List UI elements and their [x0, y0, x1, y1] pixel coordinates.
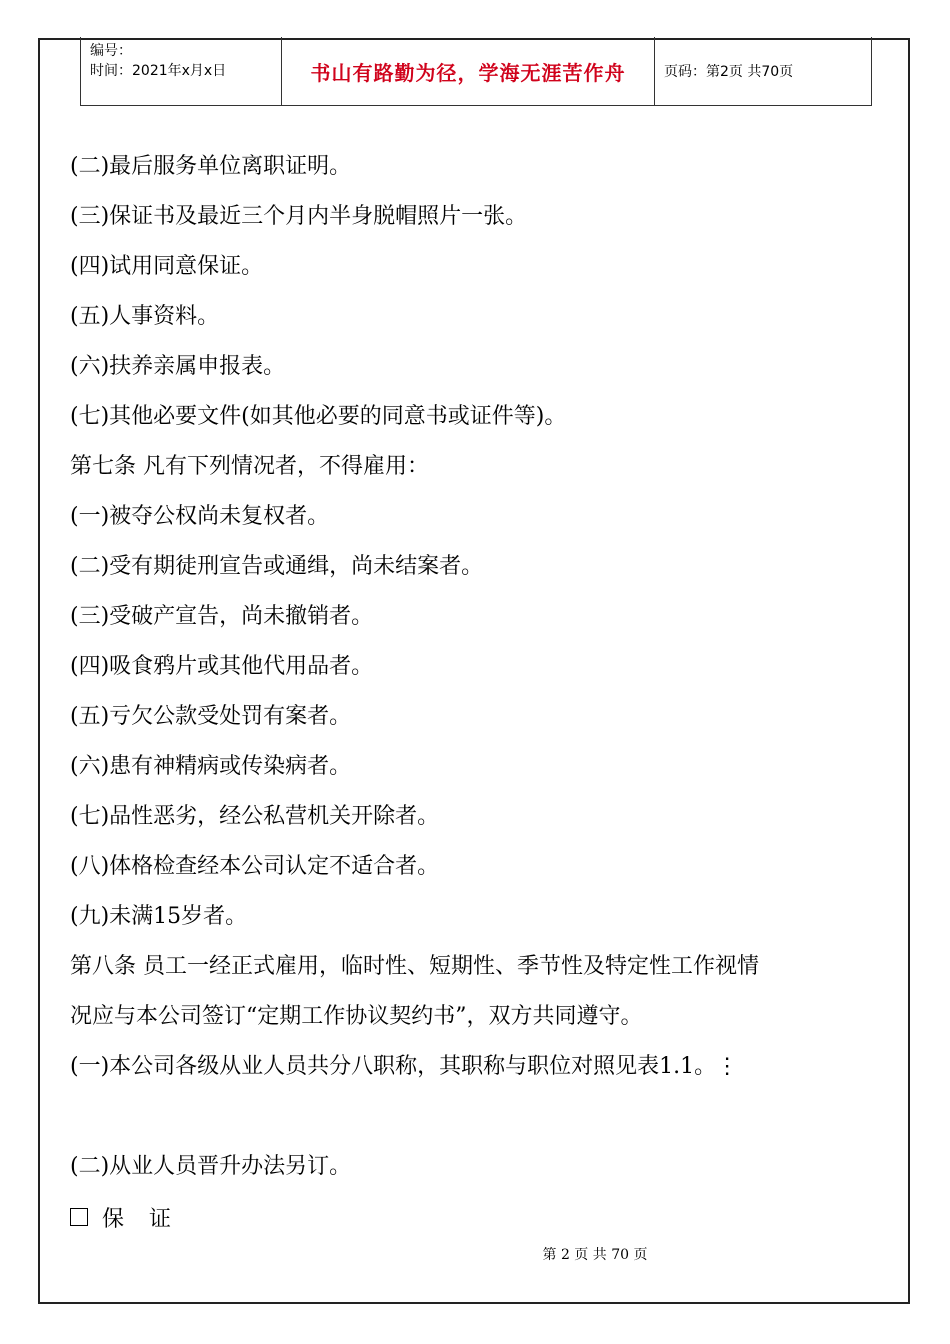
section-heading-row	[70, 1192, 890, 1242]
text-line: (五)亏欠公款受处罚有案者。	[70, 704, 352, 729]
text-line: (三)受破产宣告，尚未撤销者。	[70, 604, 374, 629]
text-line: (五)人事资料。	[70, 304, 220, 329]
section-heading: 保 证	[102, 1206, 180, 1232]
text-line: (七)其他必要文件(如其他必要的同意书或证件等)。	[70, 404, 567, 429]
text-line: (二)从业人员晋升办法另订。	[70, 1154, 352, 1179]
article-heading: 第八条 员工一经正式雇用，临时性、短期性、季节性及特定性工作视情	[70, 954, 759, 979]
article-heading: 第七条 凡有下列情况者，不得雇用：	[70, 454, 429, 479]
header-meta	[81, 37, 282, 105]
text-line: (一)被夺公权尚未复权者。	[70, 504, 330, 529]
text-line: (四)试用同意保证。	[70, 254, 264, 279]
serial-label: 编号：	[90, 43, 132, 59]
text-line: (八)体格检查经本公司认定不适合者。	[70, 854, 440, 879]
header-motto: 书山有路勤为径，学海无涯苦作舟	[282, 37, 655, 105]
text-line: (四)吸食鸦片或其他代用品者。	[70, 654, 374, 679]
text-line: 况应与本公司签订“定期工作协议契约书”，双方共同遵守。	[70, 1004, 643, 1029]
text-line: (一)本公司各级从业人员共分八职称，其职称与职位对照见表1.1。⋮	[70, 1054, 739, 1079]
text-line: (二)最后服务单位离职证明。	[70, 154, 352, 179]
date-label: 时间：2021年x月x日	[90, 63, 227, 79]
text-line: (七)品性恶劣，经公私营机关开除者。	[70, 804, 440, 829]
page-footer: 第 2 页 共 70 页	[542, 1247, 648, 1263]
text-line: (三)保证书及最近三个月内半身脱帽照片一张。	[70, 204, 528, 229]
text-line: (二)受有期徒刑宣告或通缉，尚未结案者。	[70, 554, 484, 579]
checkbox-square-icon	[70, 1208, 88, 1226]
document-body	[70, 142, 890, 1242]
header-page-info: 页码：第2页 共70页	[664, 64, 794, 80]
text-line: (六)患有神精病或传染病者。	[70, 754, 352, 779]
text-line: (九)未满15岁者。	[70, 904, 248, 929]
text-line: (六)扶养亲属申报表。	[70, 354, 286, 379]
document-header	[80, 37, 872, 106]
